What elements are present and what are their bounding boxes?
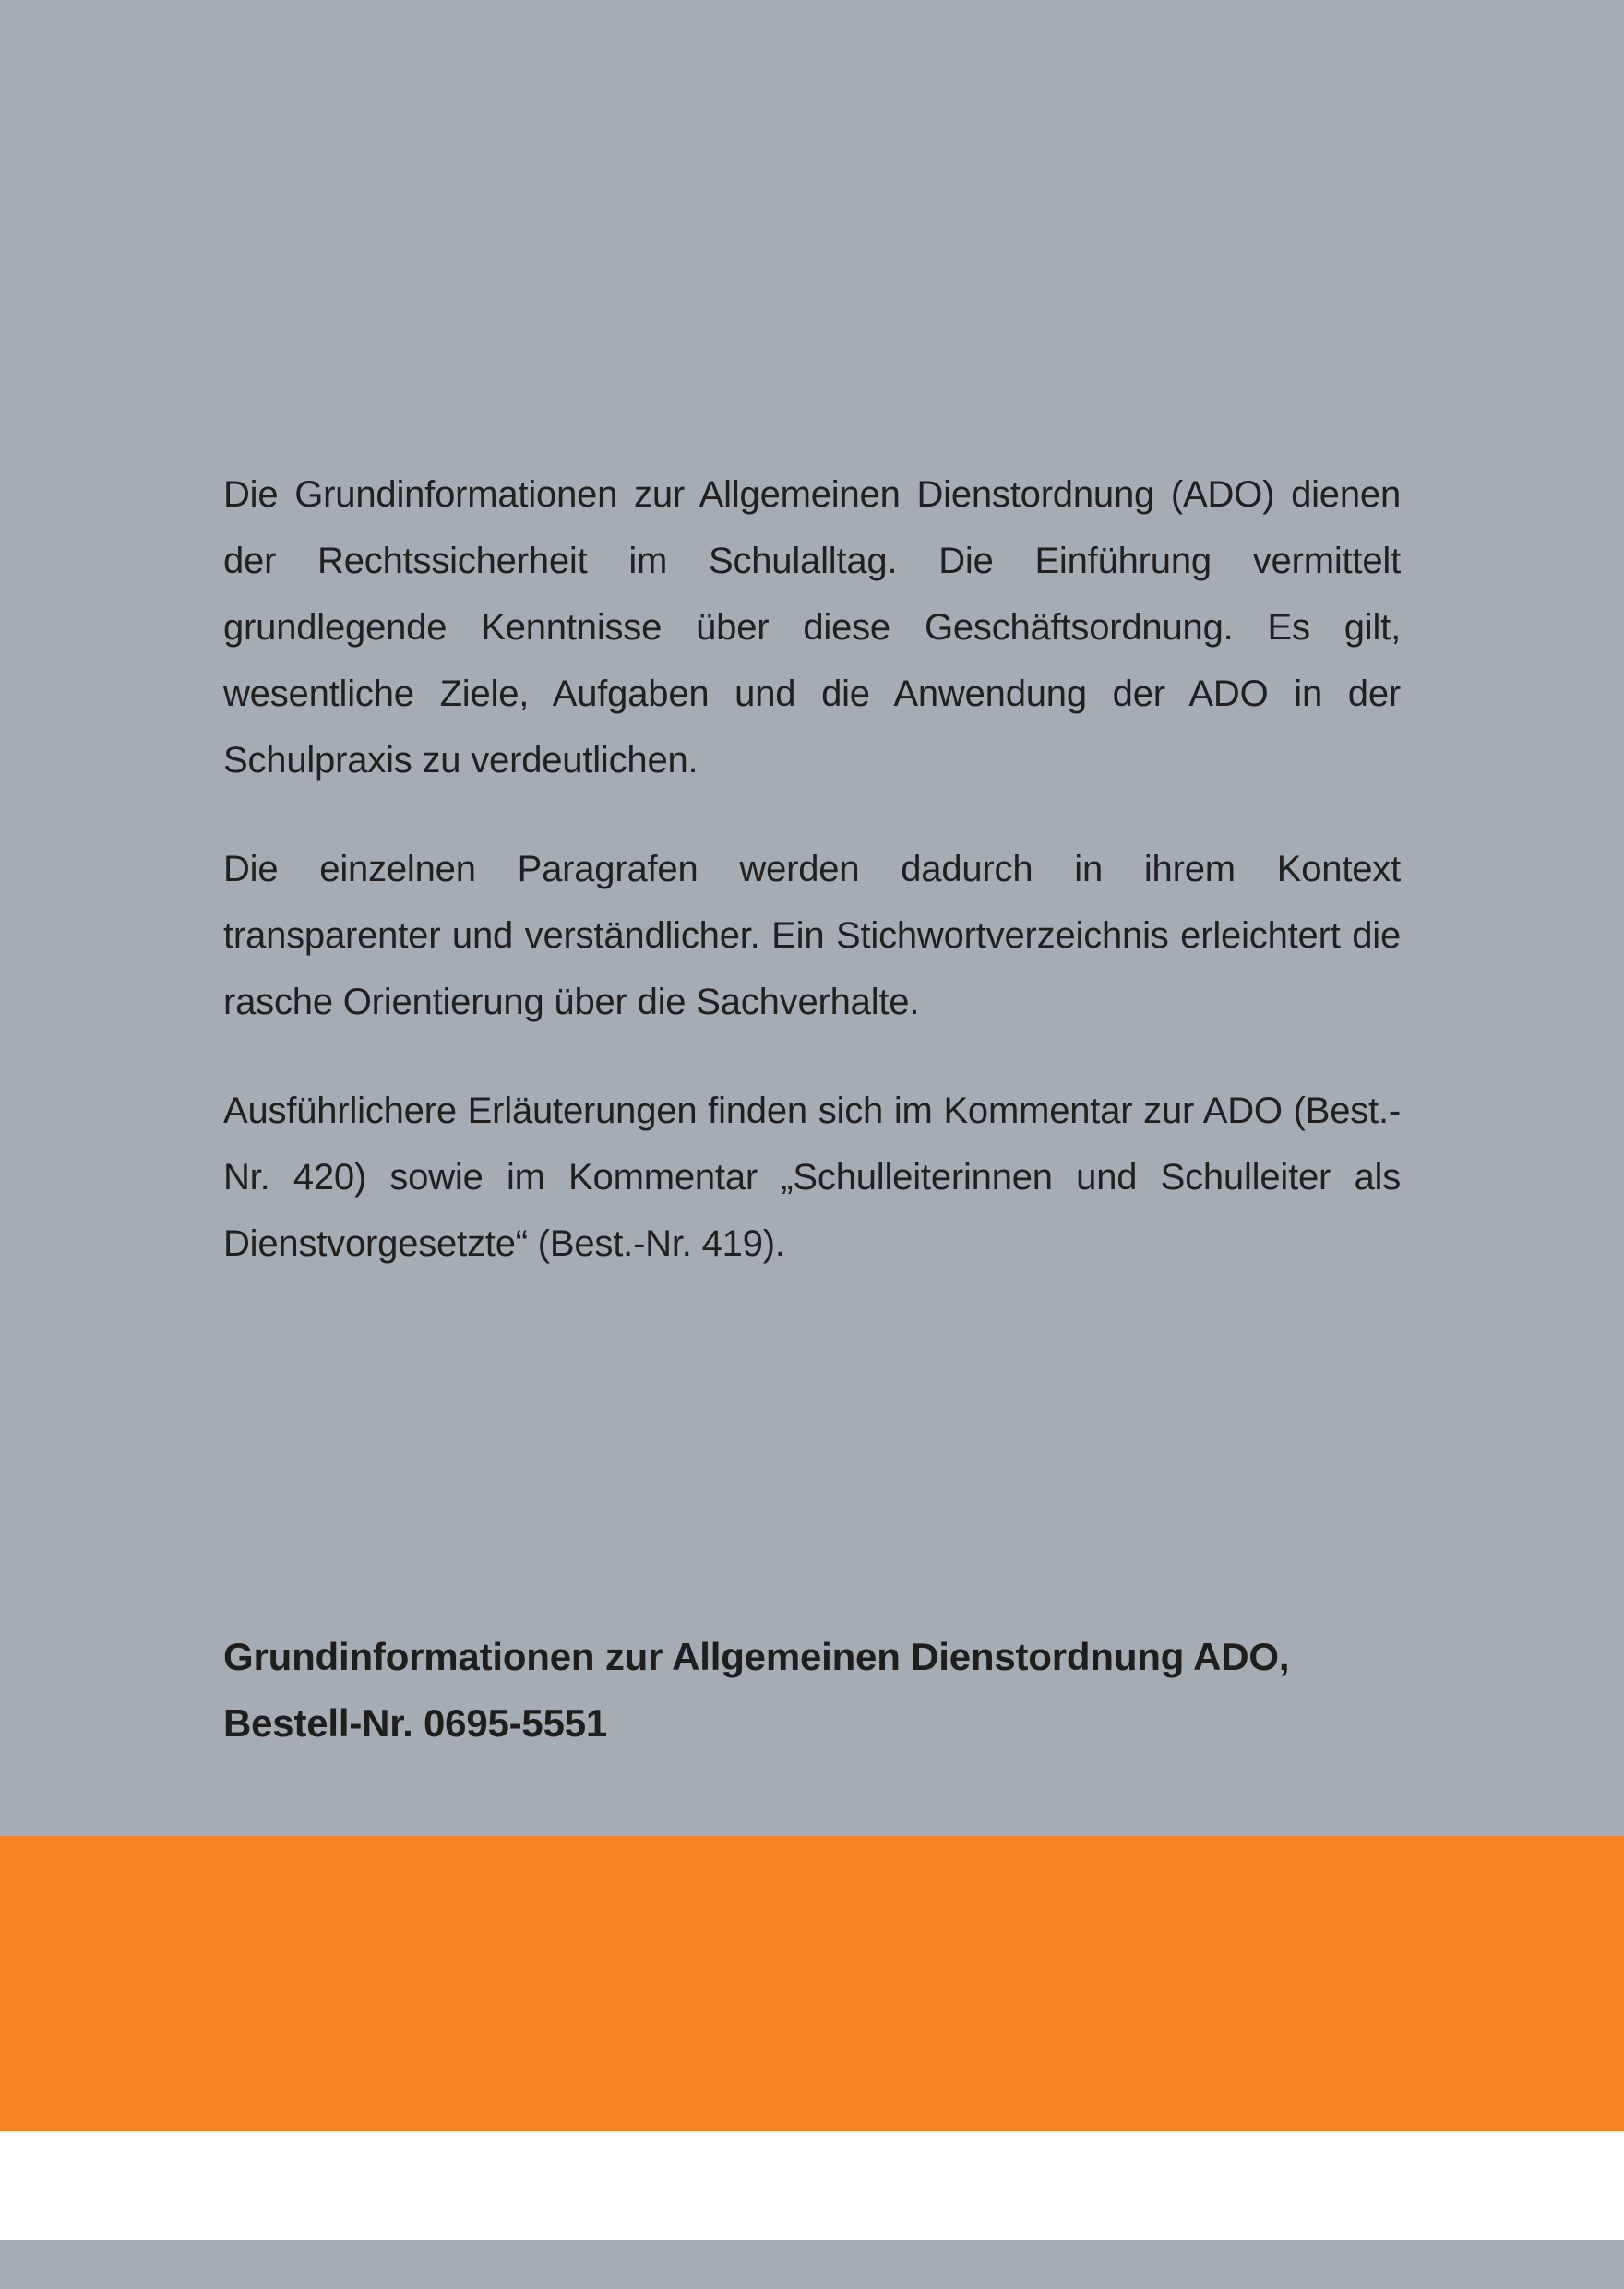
gray-footer-band: [0, 2240, 1624, 2289]
paragraph-references: Ausführlichere Erläuterungen finden sich im Kommentar zur ADO (Best.-Nr. 420) sowie im Kommentar „Schulleiterinnen und Schulleiter als Dienstvorgesetzte“ (Best.-Nr. 419).: [223, 1091, 1401, 1264]
description-text: [223, 461, 1401, 1319]
order-number: Bestell-Nr. 0695-5551: [223, 1701, 608, 1745]
white-band: [0, 2131, 1624, 2240]
paragraph-context: Die einzelnen Paragrafen werden dadurch in ihrem Kontext transparenter und verständlicher. Ein Stichwortverzeichnis erleichtert die rasche Orientierung über die Sachverhalte.: [223, 849, 1401, 1022]
orange-band: [0, 1836, 1624, 2131]
order-info: [223, 1624, 1401, 1757]
order-title: Grundinformationen zur Allgemeinen Dienstordnung ADO,: [223, 1635, 1290, 1678]
paragraph-intro: Die Grundinformationen zur Allgemeinen Dienstordnung (ADO) dienen der Rechtssicherheit im Schulalltag. Die Einführung vermittelt grundlegende Kenntnisse über diese Geschäftsordnung. Es gilt, wesentliche Ziele, Aufgaben und die Anwendung der ADO in der Schulpraxis zu verdeutlichen.: [223, 474, 1401, 781]
